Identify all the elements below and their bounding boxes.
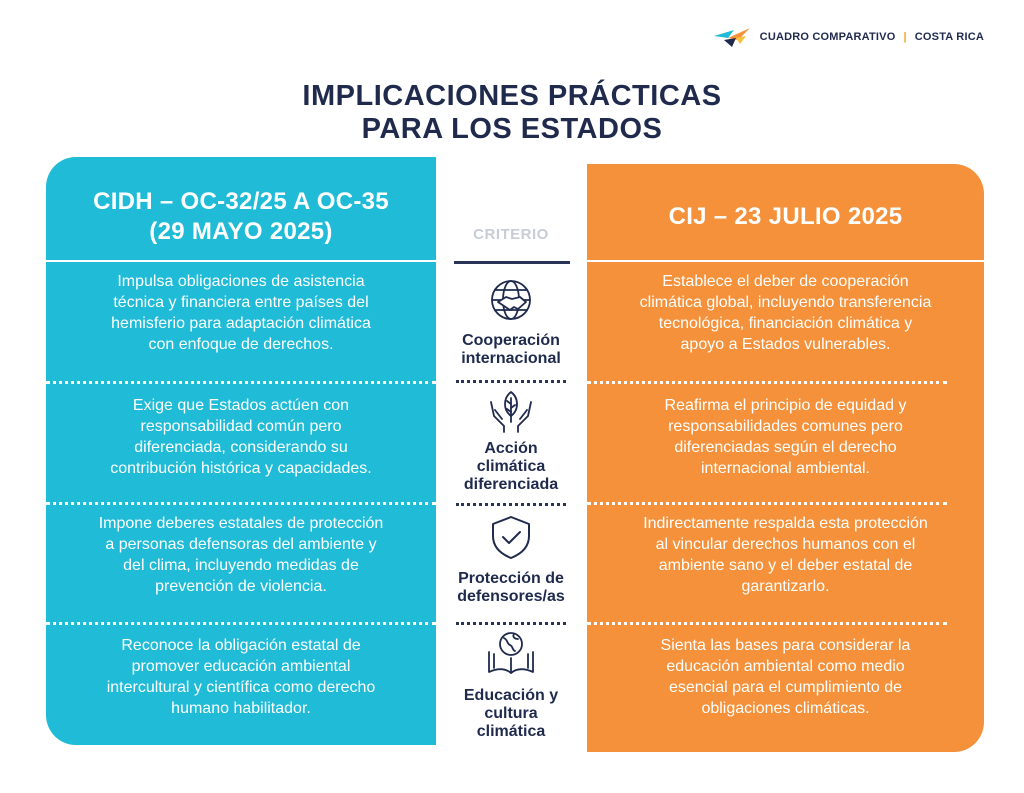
cell-line: técnica y financiera entre países del (113, 294, 369, 311)
page-title (0, 80, 1024, 146)
criterio-proteccion (436, 570, 586, 606)
book-globe-icon (486, 630, 536, 676)
cell-line: con enfoque de derechos. (148, 336, 334, 353)
cell-line: al vincular derechos humanos con el (655, 536, 916, 553)
criterio-label-line: internacional (461, 350, 561, 367)
cidh-heading-line2: (29 MAYO 2025) (149, 218, 333, 245)
shield-check-icon (486, 514, 536, 560)
criterio-label-line: Acción (484, 440, 538, 457)
row-divider (587, 502, 947, 505)
cij-cell-proteccion (587, 513, 984, 597)
criterio-cooperacion (436, 332, 586, 368)
cell-line: Reafirma el principio de equidad y (664, 397, 907, 414)
brand-logo-icon (712, 26, 752, 48)
cell-line: Exige que Estados actúen con (132, 397, 350, 414)
cell-line: garantizarlo. (741, 578, 830, 595)
cell-line: promover educación ambiental (131, 658, 351, 675)
cell-line: contribución histórica y capacidades. (110, 460, 372, 477)
criterio-label-line: Educación y (463, 687, 559, 704)
criterio-label-line: climática (476, 458, 546, 475)
cell-line: climática global, incluyendo transferencia (639, 294, 932, 311)
criterio-heading: CRITERIO (473, 226, 549, 243)
hands-leaf-icon (486, 388, 536, 434)
cij-cell-accion (587, 395, 984, 479)
cell-line: tecnológica, financiación climática y (658, 315, 913, 332)
criterio-educacion (436, 687, 586, 741)
cell-line: ambiente sano y el deber estatal de (658, 557, 913, 574)
criterio-label-line: climática (476, 723, 546, 740)
brand-header (712, 26, 984, 48)
cell-line: humano habilitador. (171, 700, 311, 717)
criterio-label-line: defensores/as (457, 588, 565, 605)
brand-country: COSTA RICA (914, 31, 984, 43)
criterio-divider (456, 380, 566, 383)
cell-line: educación ambiental como medio (666, 658, 905, 675)
cij-heading (587, 202, 984, 232)
cell-line: Reconoce la obligación estatal de (121, 637, 361, 654)
cell-line: internacional ambiental. (701, 460, 870, 477)
cidh-cell-educacion (46, 635, 436, 719)
criterio-label-line: Protección de (458, 570, 564, 587)
cidh-cell-proteccion (46, 513, 436, 597)
cell-line: Indirectamente respalda esta protección (643, 515, 928, 532)
criterio-divider (456, 503, 566, 506)
row-divider (46, 381, 436, 384)
cidh-heading-rule (46, 260, 436, 262)
row-divider (46, 622, 436, 625)
cij-column (587, 164, 984, 752)
brand-separator: | (903, 31, 907, 43)
cell-line: responsabilidades comunes pero (668, 418, 903, 435)
cell-line: diferenciadas según el derecho (674, 439, 897, 456)
cell-line: Establece el deber de cooperación (662, 273, 909, 290)
criterio-accion (436, 440, 586, 494)
cell-line: diferenciada, considerando su (134, 439, 348, 456)
cidh-column (46, 157, 436, 745)
cell-line: esencial para el cumplimiento de (668, 679, 902, 696)
cidh-heading-line1: CIDH – OC-32/25 A OC-35 (93, 188, 389, 215)
criterio-rule (454, 261, 570, 264)
page-title-line2: PARA LOS ESTADOS (361, 113, 663, 145)
row-divider (587, 622, 947, 625)
cij-heading-rule (587, 260, 984, 262)
cidh-heading (46, 187, 436, 247)
cij-heading-text: CIJ – 23 JULIO 2025 (668, 203, 903, 230)
brand-name: CUADRO COMPARATIVO (759, 31, 896, 43)
criterio-divider (456, 622, 566, 625)
cell-line: del clima, incluyendo medidas de (123, 557, 359, 574)
cell-line: prevención de violencia. (155, 578, 327, 595)
criterio-label-line: diferenciada (463, 476, 559, 493)
cidh-cell-cooperacion (46, 271, 436, 355)
criterio-label-line: cultura (484, 705, 538, 722)
row-divider (46, 502, 436, 505)
criterio-label-line: Cooperación (462, 332, 560, 349)
cell-line: apoyo a Estados vulnerables. (680, 336, 891, 353)
cell-line: hemisferio para adaptación climática (111, 315, 371, 332)
page-title-line1: IMPLICACIONES PRÁCTICAS (302, 80, 722, 112)
cell-line: a personas defensoras del ambiente y (105, 536, 377, 553)
handshake-globe-icon (486, 278, 536, 324)
cidh-cell-accion (46, 395, 436, 479)
cell-line: intercultural y científica como derecho (106, 679, 376, 696)
cell-line: responsabilidad común pero (140, 418, 342, 435)
cij-cell-educacion (587, 635, 984, 719)
cell-line: Impulsa obligaciones de asistencia (117, 273, 365, 290)
cij-cell-cooperacion (587, 271, 984, 355)
cell-line: Impone deberes estatales de protección (98, 515, 384, 532)
cell-line: obligaciones climáticas. (701, 700, 870, 717)
cell-line: Sienta las bases para considerar la (660, 637, 911, 654)
row-divider (587, 381, 947, 384)
